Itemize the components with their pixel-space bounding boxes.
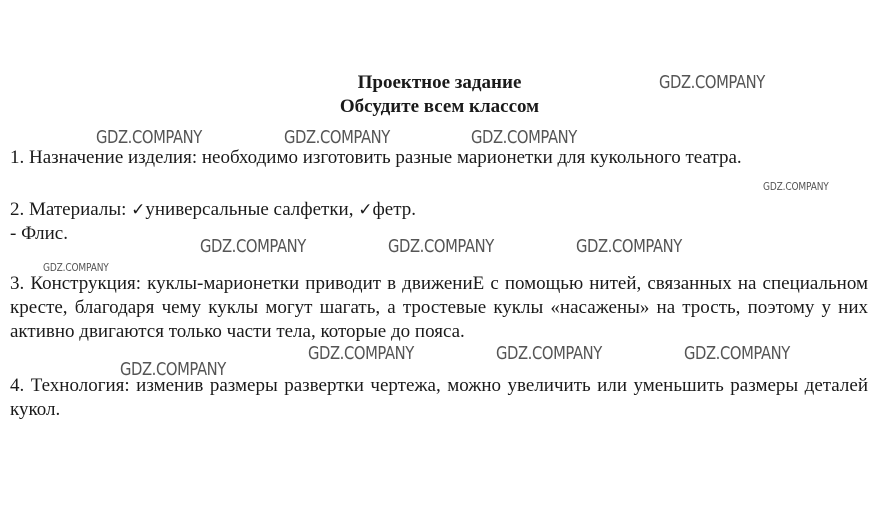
document-title: Проектное задание [357,72,522,93]
watermark: GDZ.COMPANY [576,236,682,257]
watermark: GDZ.COMPANY [763,180,829,193]
watermark: GDZ.COMPANY [200,236,306,257]
item-construction: 3. Конструкция: куклы-марионетки приводит в движениЕ с помощью нитей, связанных на специальном кресте, благодаря чему куклы могут шагать, а тростевые куклы «насажены» на трость, поэтому у них активно двигаются только части тела, которые до пояса. [10,273,868,342]
watermark: GDZ.COMPANY [471,127,577,148]
material-felt: фетр. [372,199,417,220]
watermark: GDZ.COMPANY [120,359,226,380]
materials-prefix: 2. Материалы: [10,199,132,220]
item-technology: 4. Технология: изменив размеры развертки чертежа, можно увеличить или уменьшить размеры деталей кукол. [10,375,868,420]
watermark: GDZ.COMPANY [496,343,602,364]
watermark: GDZ.COMPANY [308,343,414,364]
document-subtitle: Обсудите всем классом [339,96,540,117]
checkmark-icon: ✓ [358,200,373,220]
material-napkins: универсальные салфетки, [145,199,359,220]
watermark: GDZ.COMPANY [659,72,765,93]
watermark: GDZ.COMPANY [43,261,109,274]
watermark: GDZ.COMPANY [284,127,390,148]
item-materials [10,198,868,222]
watermark: GDZ.COMPANY [684,343,790,364]
watermark: GDZ.COMPANY [96,127,202,148]
watermark: GDZ.COMPANY [388,236,494,257]
item-purpose: 1. Назначение изделия: необходимо изготовить разные марионетки для кукольного театра. [10,147,742,168]
material-fleece: - Флис. [10,223,68,244]
checkmark-icon: ✓ [131,200,146,220]
